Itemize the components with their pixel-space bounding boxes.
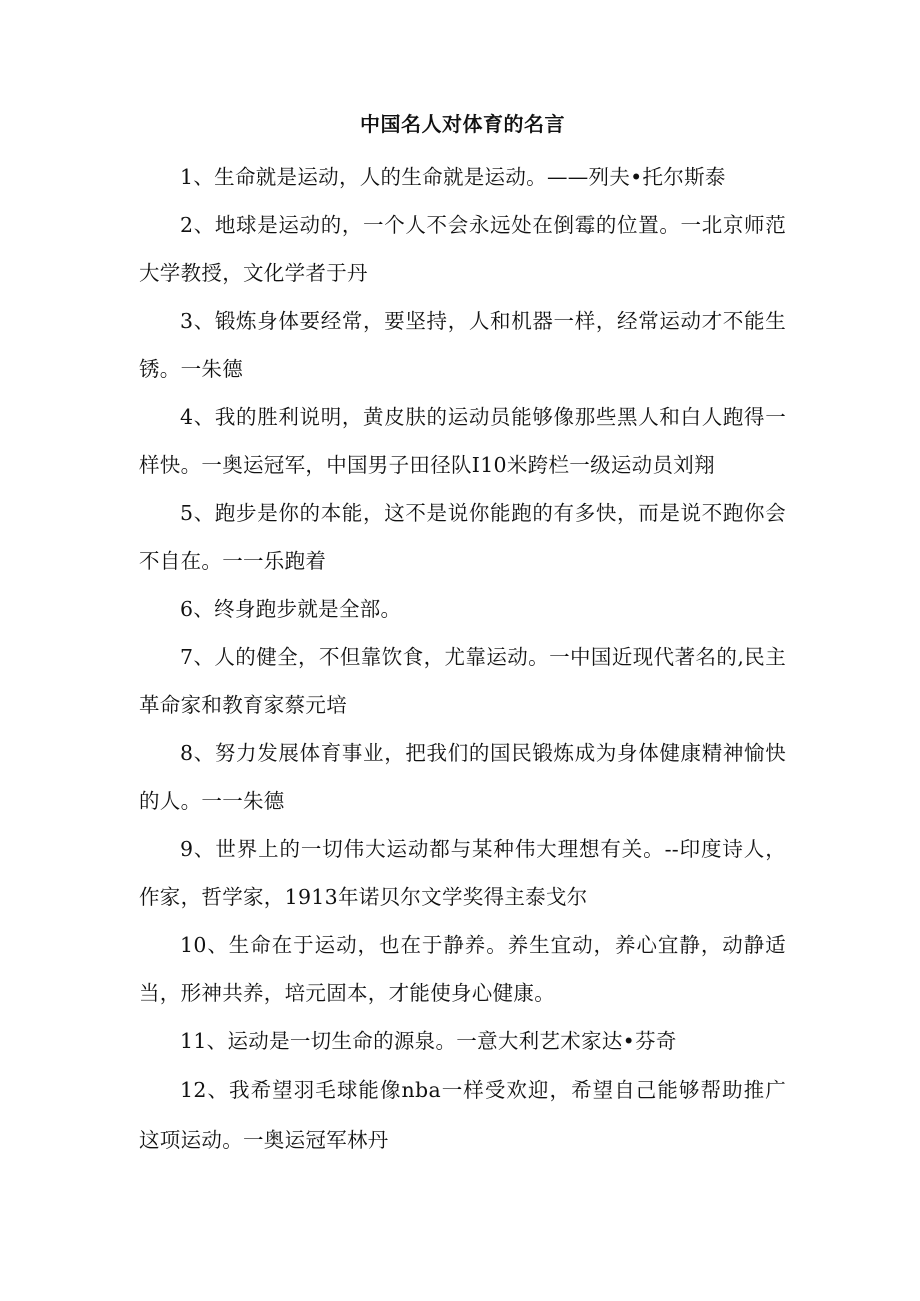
quote-7: 7、人的健全，不但靠饮食，尤靠运动。一中国近现代著名的,民主革命家和教育家蔡元培: [139, 645, 786, 717]
quote-5: 5、跑步是你的本能，这不是说你能跑的有多快，而是说不跑你会不自在。一一乐跑着: [139, 501, 786, 573]
quote-1: 1、生命就是运动，人的生命就是运动。——列夫•托尔斯泰: [180, 165, 726, 189]
quote-4: 4、我的胜利说明，黄皮肤的运动员能够像那些黑人和白人跑得一样快。一奥运冠军，中国男子田径队I10米跨栏一级运动员刘翔: [139, 405, 786, 477]
quote-10: 10、生命在于运动，也在于静养。养生宜动，养心宜静，动静适当，形神共养，培元固本，才能使身心健康。: [139, 933, 786, 1005]
quote-3: 3、锻炼身体要经常，要坚持，人和机器一样，经常运动才不能生锈。一朱德: [139, 309, 786, 381]
quote-8: 8、努力发展体育事业，把我们的国民锻炼成为身体健康精神愉快的人。一一朱德: [139, 741, 786, 813]
quote-2: 2、地球是运动的，一个人不会永远处在倒霉的位置。一北京师范大学教授，文化学者于丹: [139, 213, 786, 285]
quote-6: 6、终身跑步就是全部。: [180, 597, 402, 621]
document-title: 中国名人对体育的名言: [360, 112, 565, 136]
quote-12: 12、我希望羽毛球能像nba一样受欢迎，希望自己能够帮助推广这项运动。一奥运冠军林丹: [139, 1078, 786, 1152]
quote-11: 11、运动是一切生命的源泉。一意大利艺术家达•芬奇: [180, 1029, 677, 1053]
quote-9: 9、世界上的一切伟大运动都与某种伟大理想有关。--印度诗人，作家，哲学家，1913年诺贝尔文学奖得主泰戈尔: [139, 837, 786, 909]
